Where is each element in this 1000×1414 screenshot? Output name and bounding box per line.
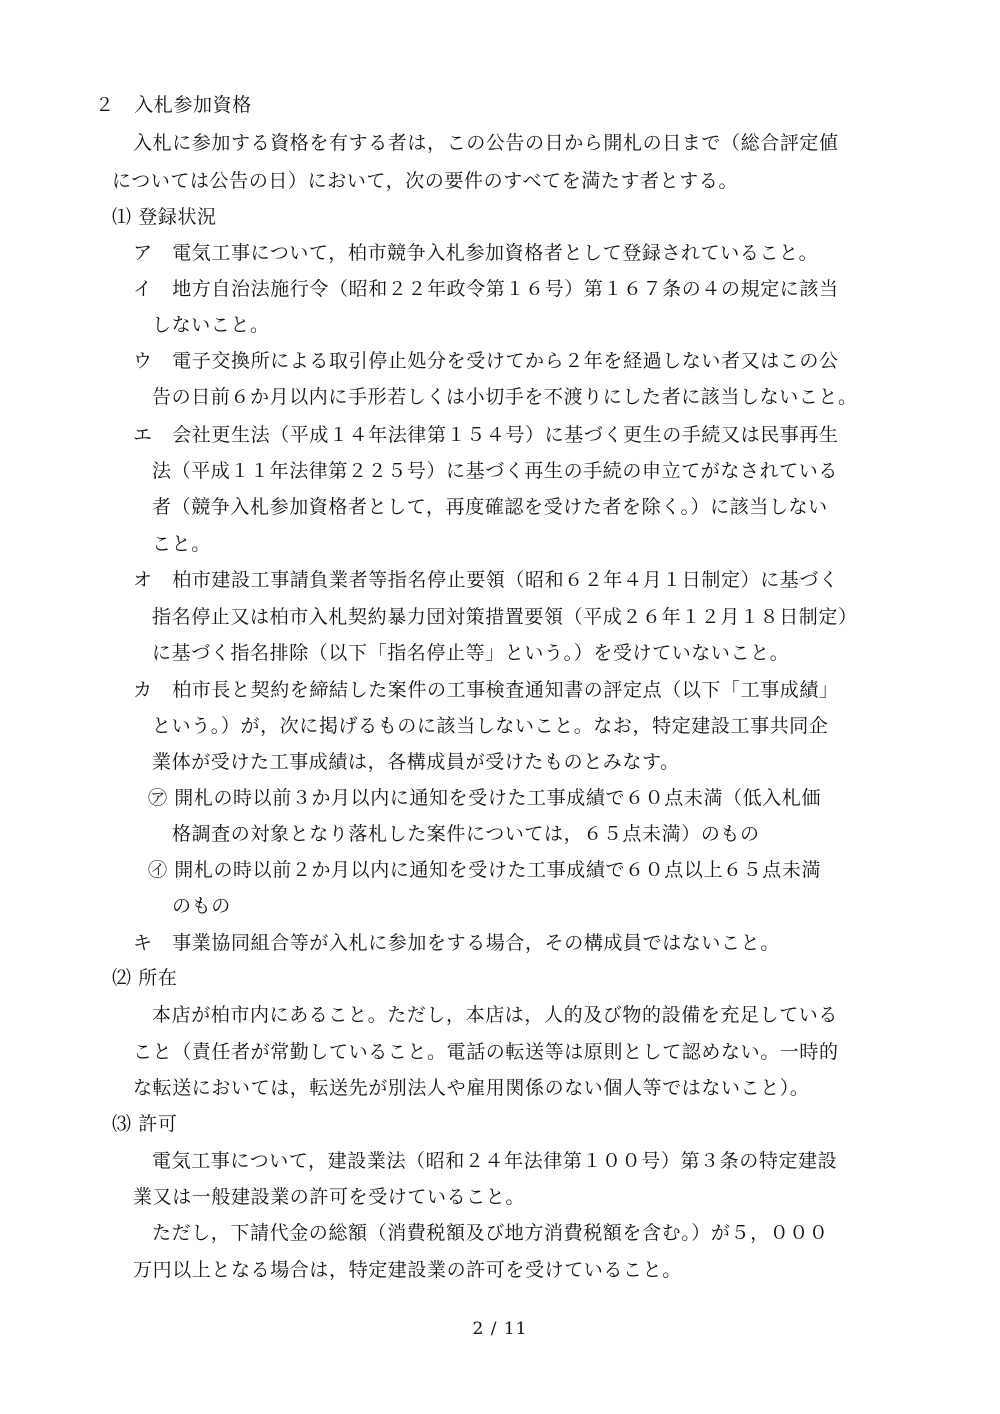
item-ki: キ 事業協同組合等が入札に参加をする場合，その構成員ではないこと。	[133, 932, 780, 954]
item-i-cont: しないこと。	[152, 314, 270, 336]
license-paragraph: 業又は一般建設業の許可を受けていること。	[133, 1186, 526, 1208]
license-paragraph: 電気工事について，建設業法（昭和２４年法律第１００号）第３条の特定建設	[152, 1150, 838, 1172]
page-number: 2 / 11	[472, 1319, 528, 1339]
location-paragraph: な転送においては，転送先が別法人や雇用関係のない個人等ではないこと）。	[133, 1077, 810, 1099]
item-e-cont: こと。	[152, 533, 211, 555]
item-o: オ 柏市建設工事請負業者等指名停止要領（昭和６２年４月１日制定）に基づく	[133, 569, 839, 591]
item-o-cont: 指名停止又は柏市入札契約暴力団対策措置要領（平成２６年１２月１８日制定）	[152, 606, 858, 628]
item-u: ウ 電子交換所による取引停止処分を受けてから２年を経過しない者又はこの公	[133, 350, 839, 372]
subitem-i-cont: のもの	[172, 895, 231, 917]
item-ka-cont: 業体が受けた工事成績は，各構成員が受けたものとみなす。	[152, 751, 680, 773]
subitem-a: ㋐ 開札の時以前３か月以内に通知を受けた工事成績で６０点未満（低入札価	[148, 787, 822, 809]
license-paragraph: ただし，下請代金の総額（消費税額及び地方消費税額を含む。）が５，０００	[152, 1222, 829, 1244]
item-ka-cont: という。）が，次に掲げるものに該当しないこと。なお，特定建設工事共同企	[152, 715, 829, 737]
item-ka: カ 柏市長と契約を締結した案件の工事検査通知書の評定点（以下「工事成績」	[133, 679, 839, 701]
intro-paragraph: 入札に参加する資格を有する者は，この公告の日から開札の日まで（総合評定値	[133, 132, 839, 154]
section-heading: ２ 入札参加資格	[95, 94, 252, 116]
item-u-cont: 告の日前６か月以内に手形若しくは小切手を不渡りにした者に該当しないこと。	[152, 386, 858, 408]
subsection-heading-location: ⑵ 所在	[112, 967, 178, 989]
item-o-cont: に基づく指名排除（以下「指名停止等」という。）を受けていないこと。	[152, 642, 790, 664]
item-e-cont: 法（平成１１年法律第２２５号）に基づく再生の手続の申立てがなされている	[152, 460, 839, 482]
item-e: エ 会社更生法（平成１４年法律第１５４号）に基づく更生の手続又は民事再生	[133, 424, 839, 446]
license-paragraph: 万円以上となる場合は，特定建設業の許可を受けていること。	[133, 1259, 682, 1281]
location-paragraph: こと（責任者が常勤していること。電話の転送等は原則として認めない。一時的	[133, 1041, 839, 1063]
subsection-heading-registration: ⑴ 登録状況	[112, 206, 217, 228]
subsection-heading-license: ⑶ 許可	[112, 1113, 178, 1135]
item-e-cont: 者（競争入札参加資格者として，再度確認を受けた者を除く。）に該当しない	[152, 496, 828, 518]
subitem-a-cont: 格調査の対象となり落札した案件については，６５点未満）のもの	[172, 823, 760, 845]
subitem-i: ㋑ 開札の時以前２か月以内に通知を受けた工事成績で６０点以上６５点未満	[148, 859, 822, 881]
intro-paragraph: については公告の日）において，次の要件のすべてを満たす者とする。	[112, 170, 739, 192]
item-i: イ 地方自治法施行令（昭和２２年政令第１６号）第１６７条の４の規定に該当	[133, 278, 839, 300]
location-paragraph: 本店が柏市内にあること。ただし，本店は，人的及び物的設備を充足している	[152, 1004, 839, 1026]
item-a: ア 電気工事について，柏市競争入札参加資格者として登録されていること。	[133, 242, 819, 264]
